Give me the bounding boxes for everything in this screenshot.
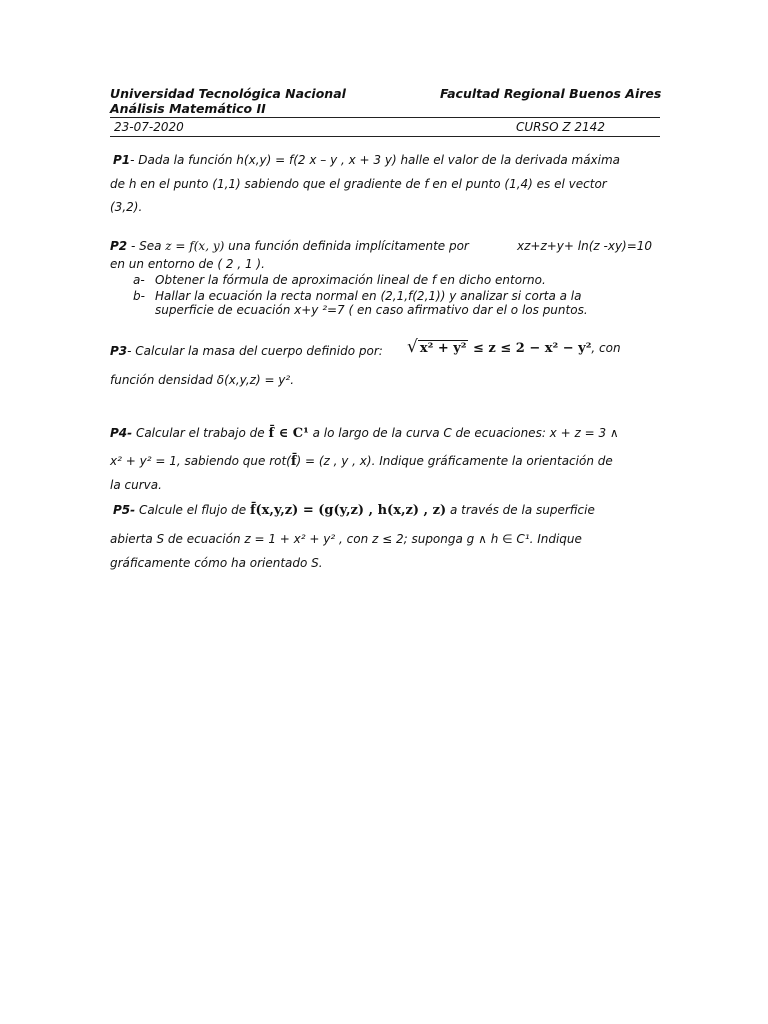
- p5-line-3: gráficamente cómo ha orientado S.: [110, 556, 323, 570]
- p4-line-3: la curva.: [110, 478, 162, 492]
- p3-formula-sqrt: x² + y²: [419, 341, 467, 356]
- p2-item-b-marker: b-: [133, 289, 145, 303]
- p5-line-1: [113, 503, 595, 518]
- p5-text-1: Calcule el flujo de: [135, 503, 250, 517]
- p4-field: f̄ ∈ C¹: [268, 426, 309, 441]
- p1-line-1: [113, 153, 620, 167]
- p5-label: P5-: [113, 503, 136, 517]
- p2-item-b-line-1: Hallar la ecuación la recta normal en (2,1,f(2,1)) y analizar si corta a la: [155, 289, 582, 303]
- p2-zfxy: z = f(x, y): [165, 239, 225, 253]
- p2-sea: - Sea: [127, 239, 166, 253]
- university-name: Universidad Tecnológica Nacional: [110, 86, 346, 101]
- p4-text-2: a lo largo de la curva C de ecuaciones: x + z = 3 ∧: [308, 426, 619, 440]
- p2-item-b-line-2: superficie de ecuación x+y ²=7 ( en caso afirmativo dar el o los puntos.: [155, 303, 588, 317]
- p3-text-2: , con: [591, 341, 621, 355]
- p4-line-2a: x² + y² = 1, sabiendo que rot(: [110, 454, 291, 468]
- subject-name: Análisis Matemático II: [110, 101, 266, 116]
- p4-line-2b: ) = (z , y , x). Indique gráficamente la orientación de: [296, 454, 613, 468]
- p1-text-1: - Dada la función h(x,y) = f(2 x – y , x + 3 y) halle el valor de la derivada máxima: [130, 153, 621, 167]
- p5-text-2: a través de la superficie: [446, 503, 595, 517]
- exam-date: 23-07-2020: [114, 120, 184, 134]
- header-rule-top: [110, 117, 660, 118]
- p1-line-3: (3,2).: [110, 200, 143, 214]
- p1-label: P1: [113, 153, 131, 167]
- p2-line-1: [110, 239, 469, 253]
- p2-item-a-marker: a-: [133, 273, 145, 287]
- header-rule-bottom: [110, 136, 660, 137]
- p3-formula-rest: ≤ z ≤ 2 − x² − y²: [468, 341, 592, 356]
- p3-line-2: función densidad δ(x,y,z) = y².: [110, 373, 295, 387]
- p3-label: P3: [110, 344, 128, 358]
- p4-line-2f: f̄: [290, 454, 297, 469]
- course-code: CURSO Z 2142: [516, 120, 605, 134]
- p3-text-1: - Calcular la masa del cuerpo definido por:: [127, 344, 383, 358]
- p2-label: P2: [110, 239, 128, 253]
- p1-line-2: de h en el punto (1,1) sabiendo que el gradiente de f en el punto (1,4) es el vector: [110, 177, 607, 191]
- p2-equation: xz+z+y+ ln(z -xy)=10: [517, 239, 653, 253]
- p3-line-1: [110, 344, 383, 358]
- p4-line-1: [110, 426, 619, 441]
- p4-label: P4-: [110, 426, 133, 440]
- faculty-name: Facultad Regional Buenos Aires: [440, 86, 662, 101]
- p4-line-2: [110, 454, 613, 469]
- p4-text-1: Calcular el trabajo de: [132, 426, 269, 440]
- p5-field: f̄(x,y,z) = (g(y,z) , h(x,z) , z): [249, 503, 447, 518]
- sqrt-sign-icon: √: [407, 337, 418, 357]
- p3-formula: [407, 337, 621, 357]
- p2-item-a: Obtener la fórmula de aproximación lineal de f en dicho entorno.: [155, 273, 546, 287]
- p5-line-2: abierta S de ecuación z = 1 + x² + y² , con z ≤ 2; suponga g ∧ h ∈ C¹. Indique: [110, 532, 582, 546]
- p2-line-2: en un entorno de ( 2 , 1 ).: [110, 257, 265, 271]
- p2-intro: una función definida implícitamente por: [224, 239, 469, 253]
